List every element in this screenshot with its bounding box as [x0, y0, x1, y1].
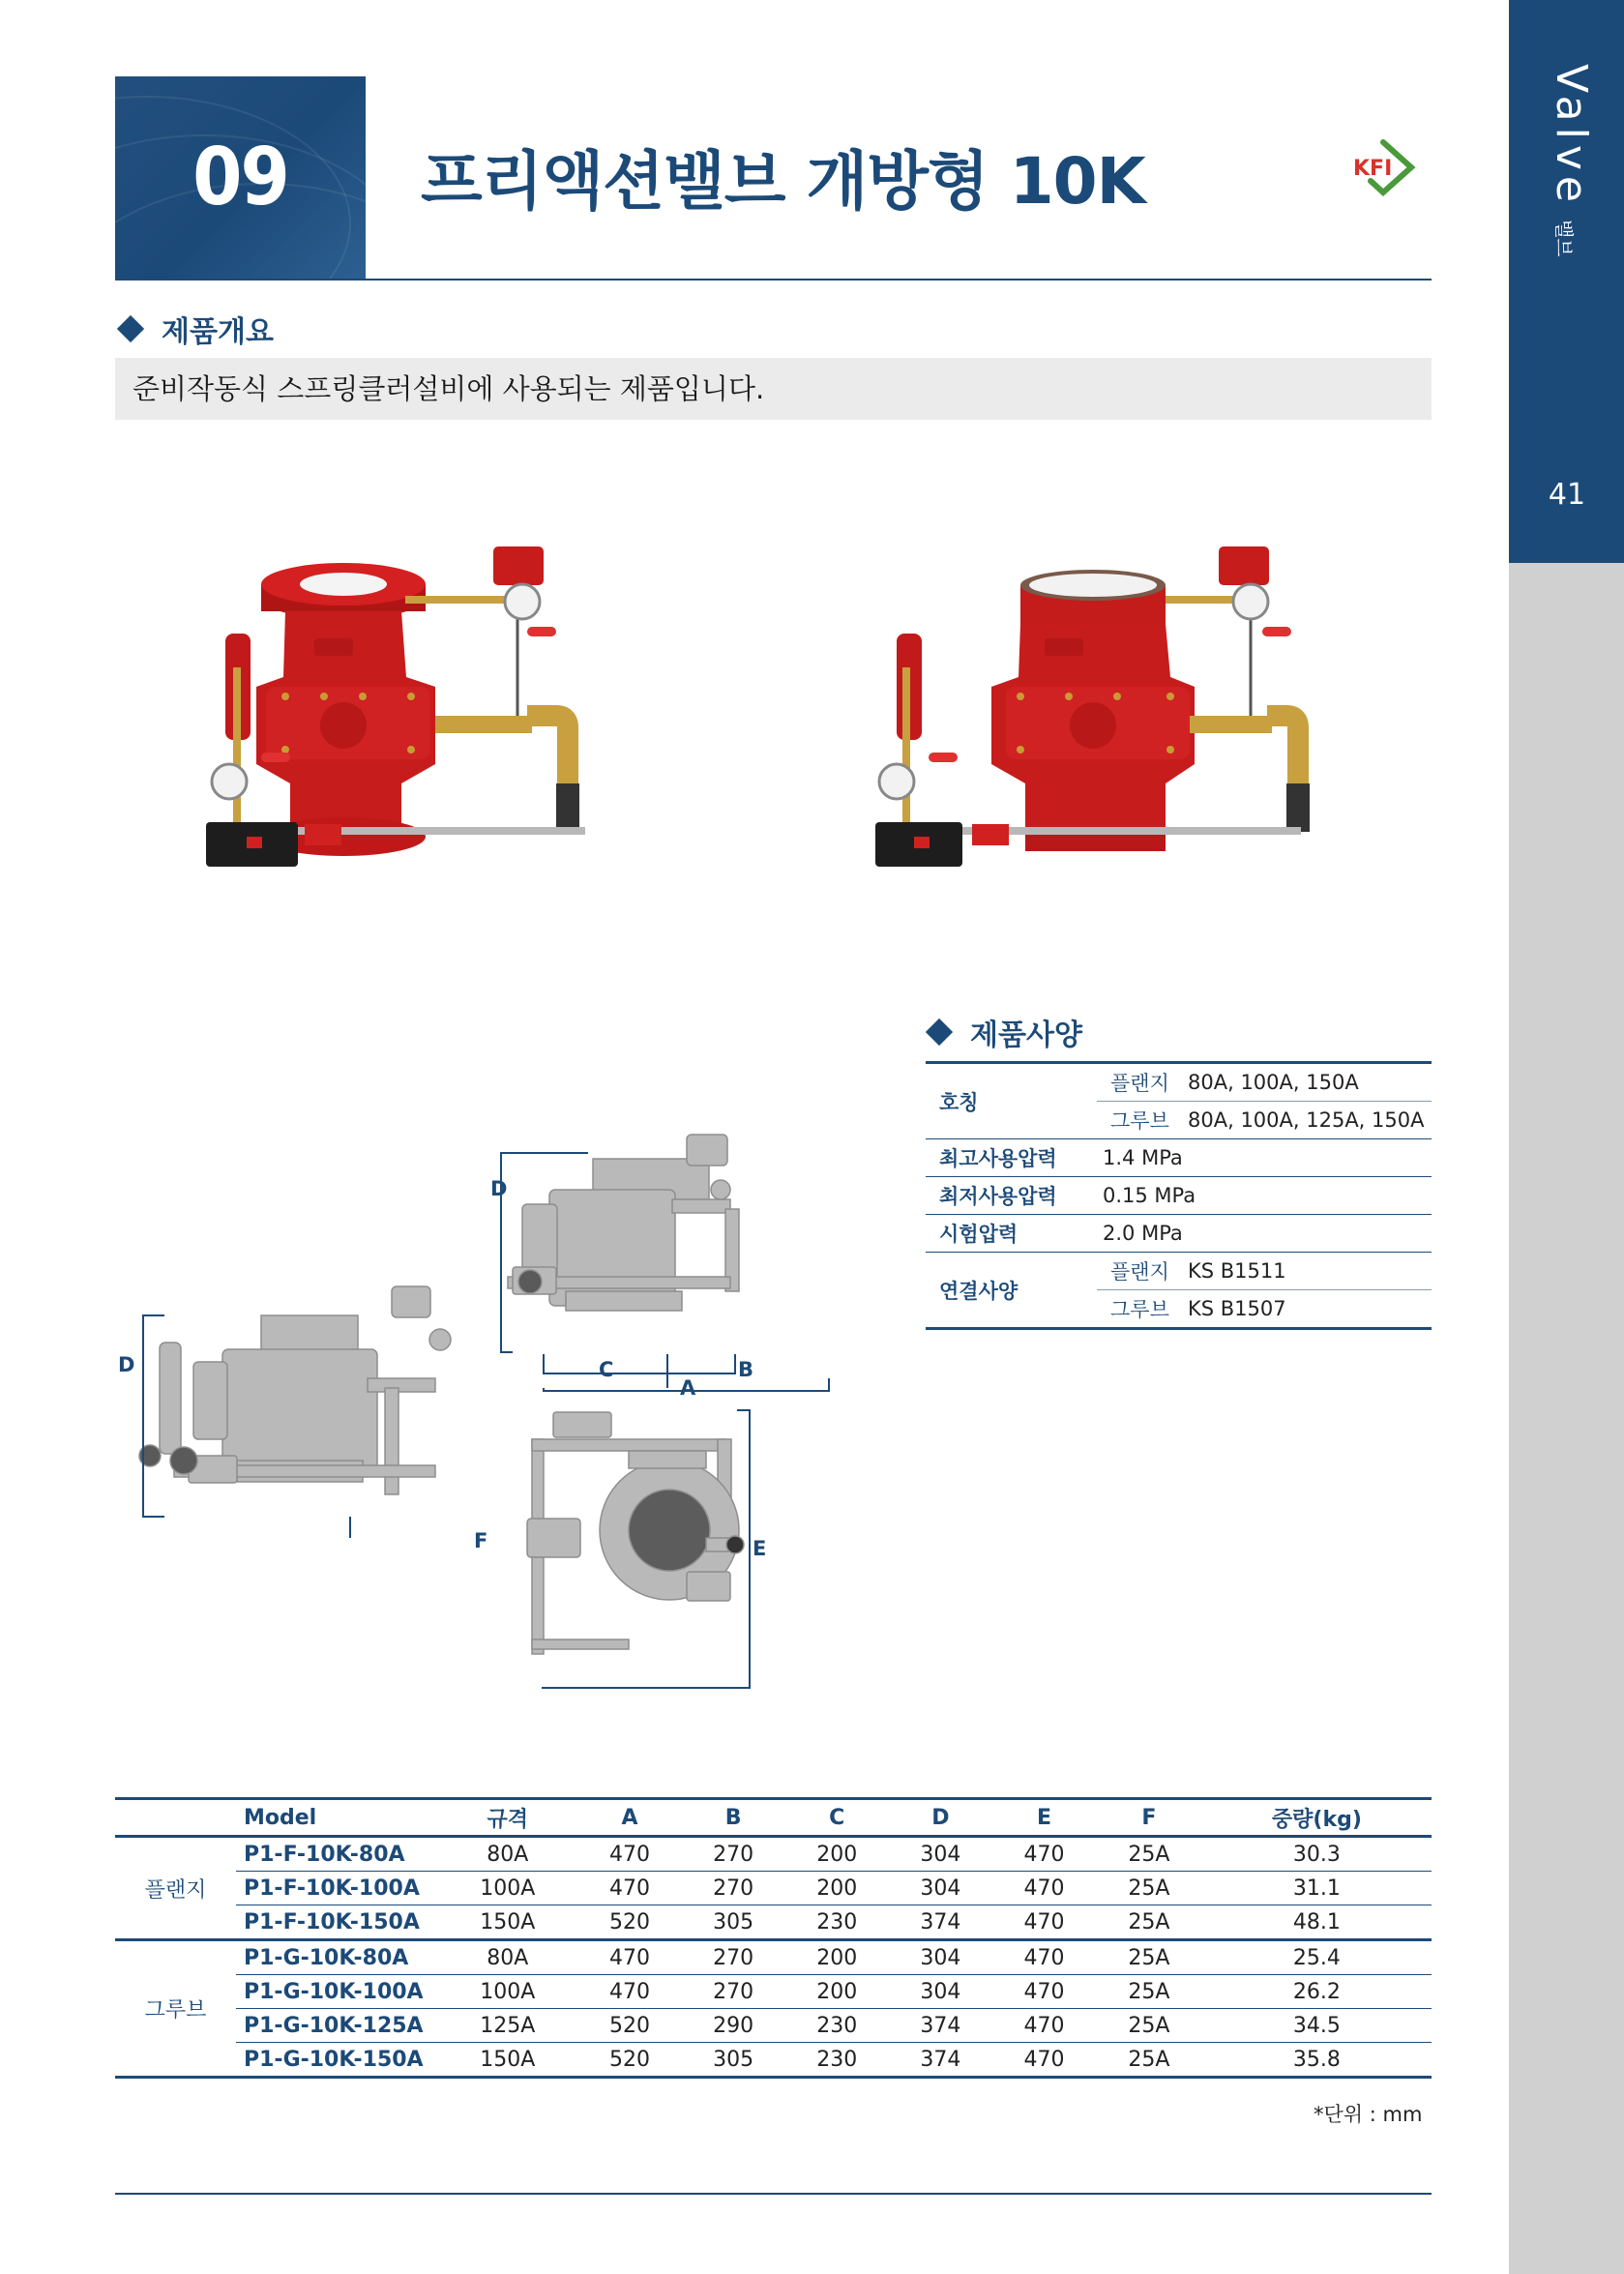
dim-label-d-left: D	[118, 1353, 135, 1376]
cell-f: 25A	[1096, 1975, 1202, 2009]
cell-a: 470	[577, 1940, 681, 1975]
cell-size: 150A	[437, 2043, 577, 2078]
cell-d: 304	[889, 1872, 992, 1905]
page-title: 프리액션밸브 개방형 10K	[421, 144, 1145, 219]
cell-model: P1-G-10K-100A	[236, 1975, 437, 2009]
cell-f: 25A	[1096, 2009, 1202, 2043]
cell-size: 80A	[437, 1940, 577, 1975]
cell-model: P1-G-10K-125A	[236, 2009, 437, 2043]
table-header-row	[115, 1799, 1432, 1837]
cell-size: 80A	[437, 1837, 577, 1872]
header-e: E	[992, 1799, 1096, 1837]
spec-row	[926, 1177, 1432, 1215]
overview-box	[115, 358, 1432, 420]
cell-c: 230	[785, 1905, 889, 1940]
cell-model: P1-F-10K-100A	[236, 1872, 437, 1905]
cell-model: P1-F-10K-150A	[236, 1905, 437, 1940]
dimension-drawings	[118, 1132, 900, 1702]
cell-a: 470	[577, 1975, 681, 2009]
side-tab-gray	[1509, 563, 1624, 2274]
overview-heading	[115, 308, 274, 350]
spec-value: 0.15 MPa	[1097, 1177, 1432, 1215]
cell-b: 270	[682, 1975, 785, 2009]
spec-value: 80A, 100A, 150A	[1188, 1063, 1432, 1102]
cell-weight: 25.4	[1202, 1940, 1432, 1975]
cell-size: 100A	[437, 1872, 577, 1905]
cell-weight: 48.1	[1202, 1905, 1432, 1940]
model-dimension-table	[115, 1797, 1432, 2079]
side-tab-title: Valve	[1547, 64, 1596, 208]
cell-a: 520	[577, 1905, 681, 1940]
cell-size: 100A	[437, 1975, 577, 2009]
cell-e: 470	[992, 2009, 1096, 2043]
spec-sublabel: 그루브	[1097, 1102, 1188, 1139]
cell-f: 25A	[1096, 2043, 1202, 2078]
cell-c: 230	[785, 2009, 889, 2043]
cell-d: 374	[889, 2043, 992, 2078]
cell-b: 270	[682, 1940, 785, 1975]
spec-value: KS B1507	[1188, 1290, 1432, 1329]
table-row	[115, 1872, 1432, 1905]
cell-e: 470	[992, 1837, 1096, 1872]
cell-c: 230	[785, 2043, 889, 2078]
diamond-bullet-icon	[117, 315, 144, 342]
drawing-side-view	[139, 1286, 451, 1494]
dim-label-e: E	[753, 1537, 767, 1560]
spec-sublabel: 플랜지	[1097, 1253, 1188, 1290]
diamond-bullet-icon	[926, 1019, 953, 1046]
cell-b: 290	[682, 2009, 785, 2043]
spec-heading-text: 제품사양	[970, 1019, 1082, 1052]
cell-weight: 26.2	[1202, 1975, 1432, 2009]
table-row	[115, 1940, 1432, 1975]
header-divider	[115, 279, 1432, 281]
cell-d: 304	[889, 1837, 992, 1872]
cell-b: 270	[682, 1837, 785, 1872]
cell-c: 200	[785, 1837, 889, 1872]
spec-value: 1.4 MPa	[1097, 1139, 1432, 1177]
group-label: 그루브	[115, 1940, 236, 2078]
cell-c: 200	[785, 1940, 889, 1975]
spec-row	[926, 1139, 1432, 1177]
drawing-top-view	[527, 1412, 744, 1654]
drawing-front-view	[508, 1135, 739, 1311]
header-f: F	[1096, 1799, 1202, 1837]
cell-model: P1-F-10K-80A	[236, 1837, 437, 1872]
kfi-certification-logo	[1349, 138, 1417, 196]
header-model: Model	[236, 1799, 437, 1837]
spec-label: 최저사용압력	[926, 1177, 1097, 1215]
header-d: D	[889, 1799, 992, 1837]
model-table-body	[115, 1837, 1432, 2078]
spec-label: 연결사양	[926, 1253, 1097, 1329]
spec-row	[926, 1215, 1432, 1253]
spec-sublabel: 그루브	[1097, 1290, 1188, 1329]
cell-f: 25A	[1096, 1905, 1202, 1940]
overview-text: 준비작동식 스프링클러설비에 사용되는 제품입니다.	[133, 372, 765, 405]
cell-e: 470	[992, 1940, 1096, 1975]
table-row	[115, 1905, 1432, 1940]
table-row	[115, 2009, 1432, 2043]
unit-note: *단위 : mm	[1314, 2103, 1423, 2126]
cell-d: 304	[889, 1940, 992, 1975]
cell-b: 305	[682, 1905, 785, 1940]
section-number-box	[115, 76, 366, 279]
table-row	[115, 2043, 1432, 2078]
cell-weight: 35.8	[1202, 2043, 1432, 2078]
cell-d: 374	[889, 1905, 992, 1940]
cell-f: 25A	[1096, 1872, 1202, 1905]
cell-a: 470	[577, 1837, 681, 1872]
cell-a: 520	[577, 2043, 681, 2078]
cell-weight: 31.1	[1202, 1872, 1432, 1905]
cell-weight: 30.3	[1202, 1837, 1432, 1872]
cell-e: 470	[992, 1975, 1096, 2009]
spec-row	[926, 1063, 1432, 1102]
table-row	[115, 1975, 1432, 2009]
overview-heading-text: 제품개요	[162, 315, 274, 349]
spec-value: 80A, 100A, 125A, 150A	[1188, 1102, 1432, 1139]
spec-table	[926, 1061, 1432, 1330]
cell-e: 470	[992, 2043, 1096, 2078]
product-photo-groove	[875, 542, 1378, 948]
spec-heading	[924, 1011, 1082, 1053]
cell-model: P1-G-10K-80A	[236, 1940, 437, 1975]
cell-size: 125A	[437, 2009, 577, 2043]
spec-label: 호칭	[926, 1063, 1097, 1139]
cell-b: 305	[682, 2043, 785, 2078]
cell-a: 520	[577, 2009, 681, 2043]
cell-f: 25A	[1096, 1837, 1202, 1872]
footer-divider	[115, 2193, 1432, 2195]
cell-d: 374	[889, 2009, 992, 2043]
product-photo-flange	[208, 542, 716, 948]
cell-c: 200	[785, 1872, 889, 1905]
cell-size: 150A	[437, 1905, 577, 1940]
header-a: A	[577, 1799, 681, 1837]
kfi-logo-text: KFI	[1353, 157, 1393, 181]
header-b: B	[682, 1799, 785, 1837]
cell-f: 25A	[1096, 1940, 1202, 1975]
cell-e: 470	[992, 1905, 1096, 1940]
dim-label-b: B	[738, 1358, 754, 1381]
spec-sublabel: 플랜지	[1097, 1063, 1188, 1102]
cell-b: 270	[682, 1872, 785, 1905]
dim-label-f: F	[474, 1529, 488, 1552]
cell-weight: 34.5	[1202, 2009, 1432, 2043]
dim-label-d-top: D	[490, 1177, 508, 1200]
spec-value: 2.0 MPa	[1097, 1215, 1432, 1253]
page-number: 41	[1548, 478, 1586, 512]
section-number: 09	[192, 132, 288, 223]
group-label: 플랜지	[115, 1837, 236, 1940]
side-tab-subtitle: 밸브	[1552, 219, 1576, 257]
header-group	[115, 1799, 236, 1837]
cell-model: P1-G-10K-150A	[236, 2043, 437, 2078]
header-c: C	[785, 1799, 889, 1837]
cell-a: 470	[577, 1872, 681, 1905]
spec-label: 최고사용압력	[926, 1139, 1097, 1177]
dim-label-c: C	[599, 1358, 614, 1381]
table-row	[115, 1837, 1432, 1872]
side-tab-label	[1548, 64, 1606, 277]
spec-value: KS B1511	[1188, 1253, 1432, 1290]
spec-label: 시험압력	[926, 1215, 1097, 1253]
spec-row	[926, 1253, 1432, 1290]
cell-d: 304	[889, 1975, 992, 2009]
header-weight: 중량(kg)	[1202, 1799, 1432, 1837]
dim-label-a: A	[680, 1376, 696, 1400]
header-size: 규격	[437, 1799, 577, 1837]
cell-c: 200	[785, 1975, 889, 2009]
cell-e: 470	[992, 1872, 1096, 1905]
